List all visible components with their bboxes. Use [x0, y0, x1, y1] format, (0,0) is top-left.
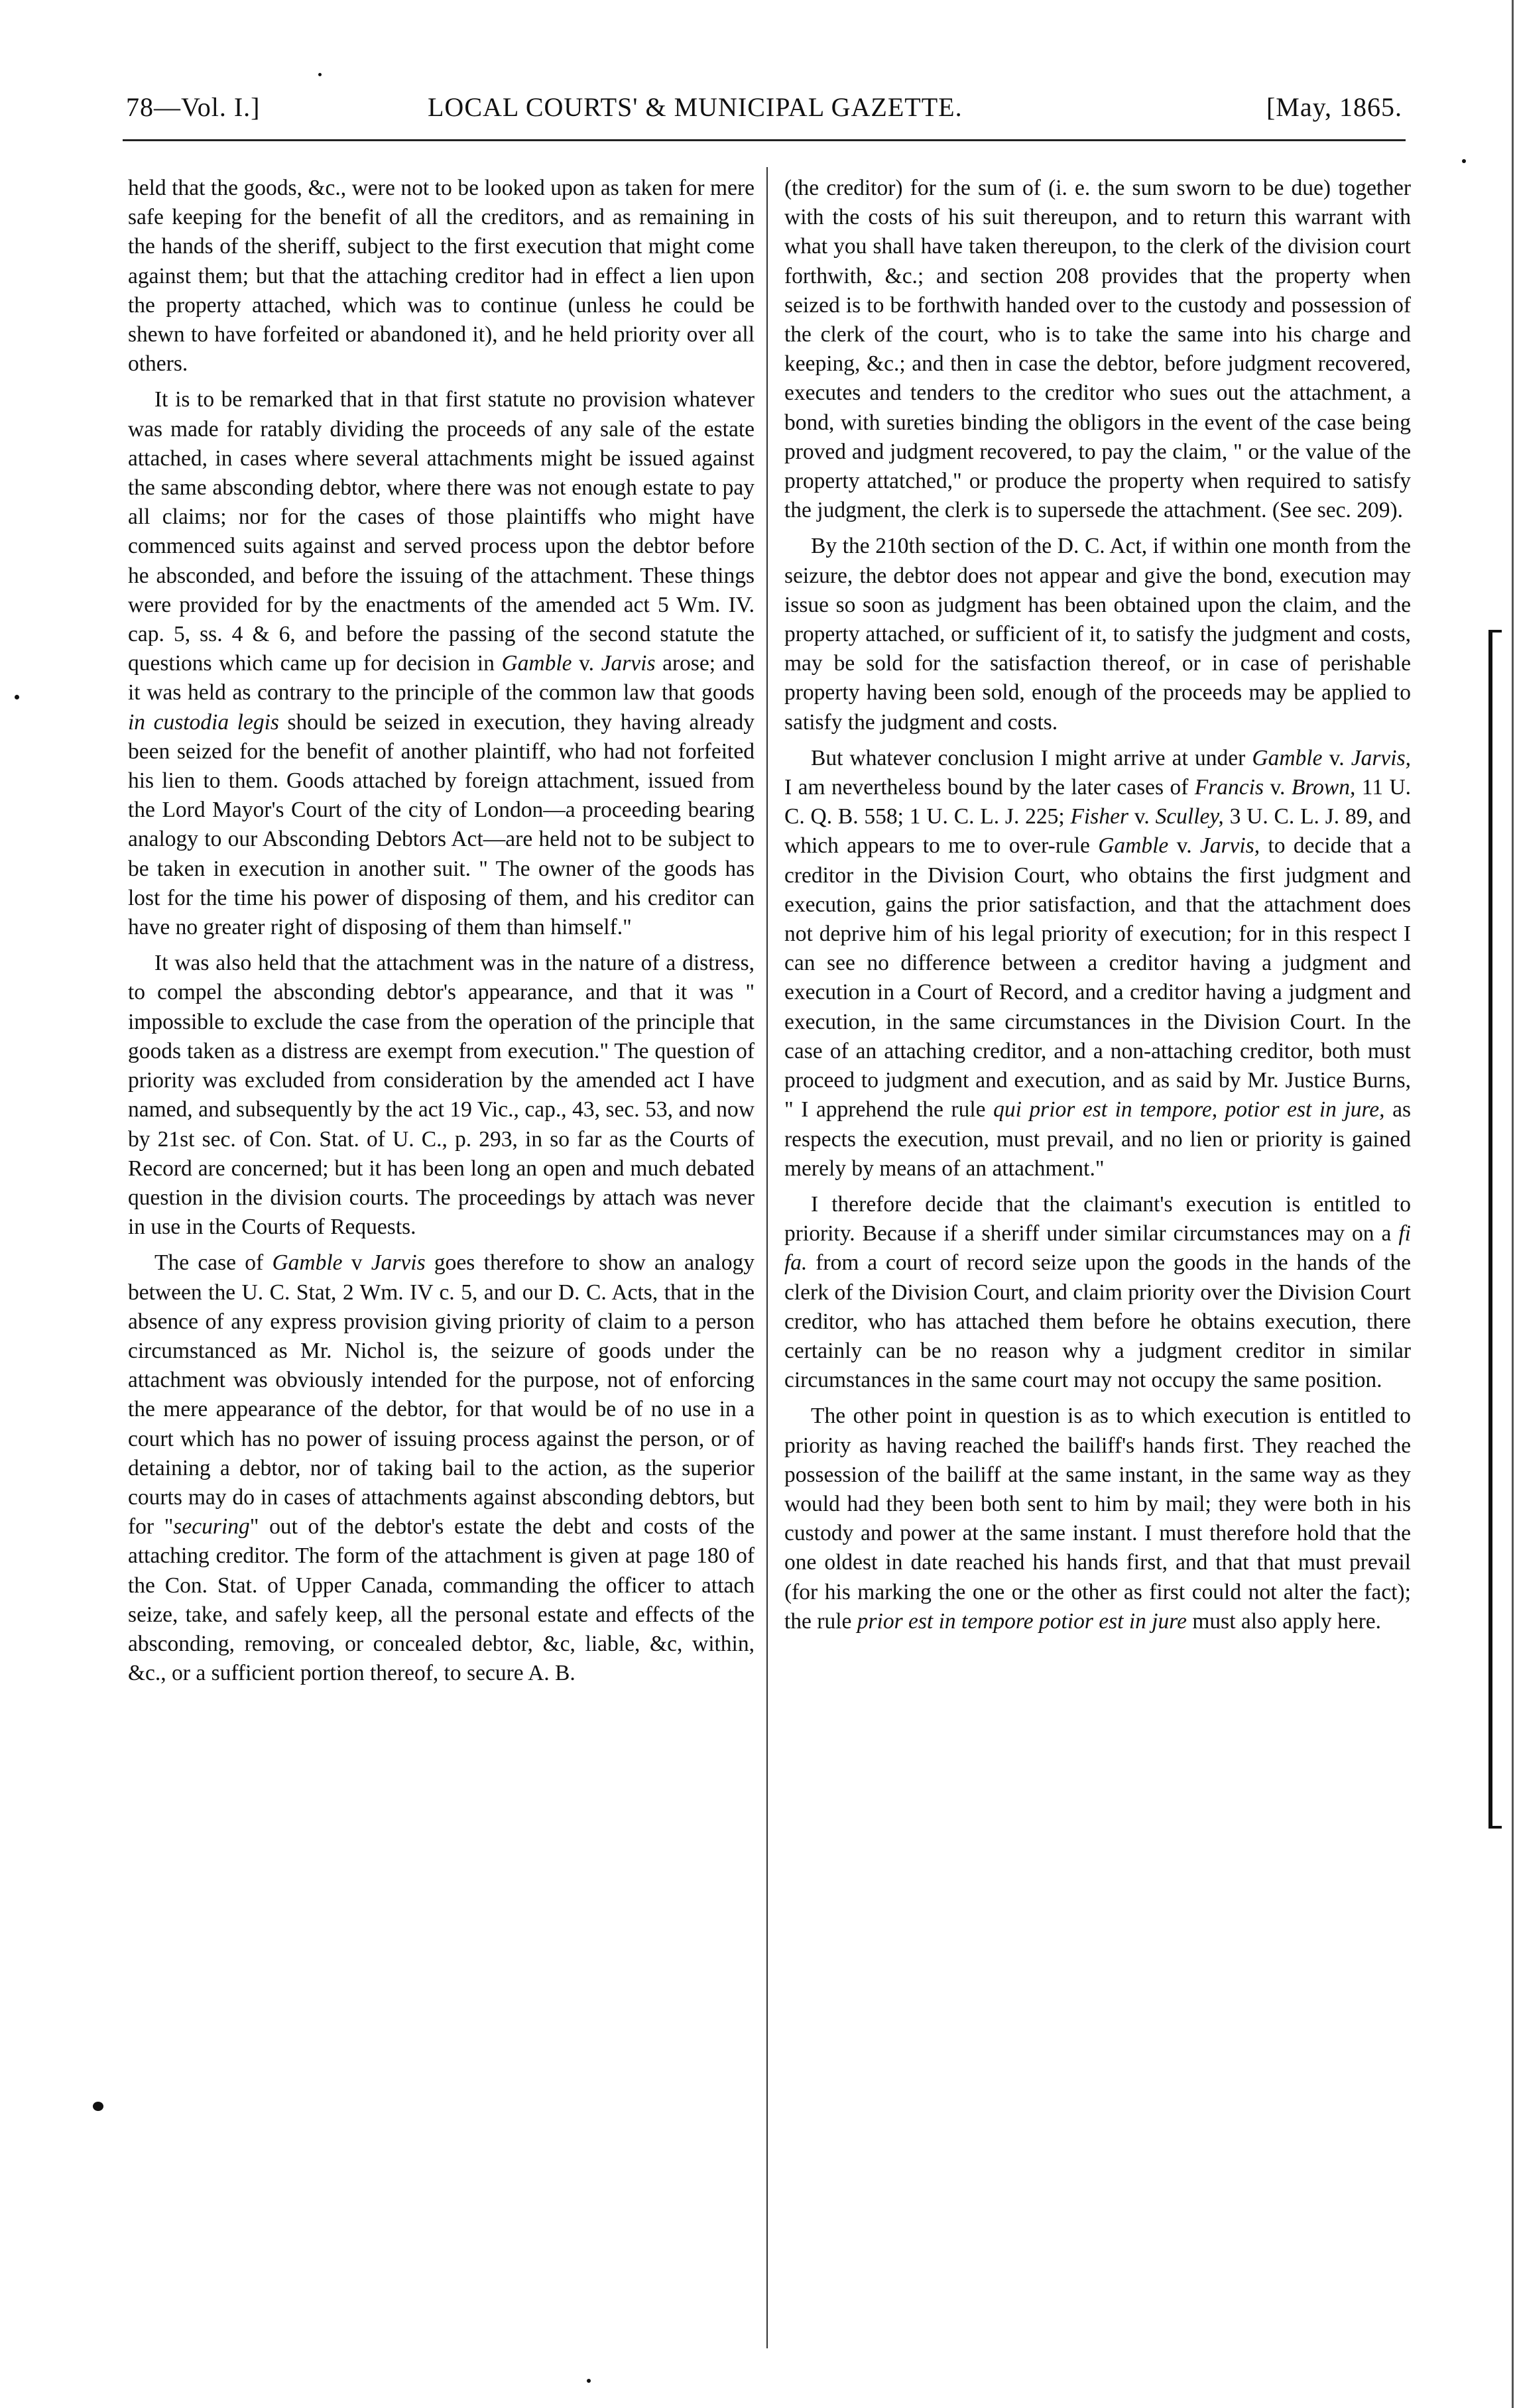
issue-date: [May, 1865.	[1266, 92, 1402, 122]
ink-speck	[93, 2102, 103, 2111]
paragraph: But whatever conclusion I might arrive at under Gamble v. Jarvis, I am nevertheless bound by the later cases of Francis v. Brown, 11 U. C. Q. B. 558; 1 U. C. L. J. 225; Fisher v. Sculley, 3 U. C. L. J. 89, and which appears to me to over-rule Gamble v. Jarvis, to decide that a creditor in the Division Court, who obtains the first judgment and execution, gains the prior satisfaction, and that the attachment does not deprive him of his legal priority of execution; for in this respect I can see no difference between a creditor having a judgment and execution in a Court of Record, and a creditor having a judgment and execution, in the same circumstances in the Division Court. In the case of an attaching creditor, and a non-attaching creditor, both must proceed to judgment and execution, and as said by Mr. Justice Burns, " I apprehend the rule qui prior est in tempore, potior est in jure, as respects the execution, must prevail, and no lien or priority is gained merely by means of an attachment."	[784, 745, 1412, 1181]
paragraph: The case of Gamble v Jarvis goes therefore to show an analogy between the U. C. Stat, 2 Wm. IV c. 5, and our D. C. Acts, that in the absence of any express provision giving priority of claim to a person circumstanced as Mr. Nichol is, the seizure of goods under the attachment was obviously intended for the purpose, not of enforcing the mere appearance of the debtor, for that would be of no use in a court which has no power of issuing process against the person, or of detaining a debtor, nor of taking bail to the action, as the superior courts may do in cases of attachments against absconding debtors, but for "securing" out of the debtor's estate the debt and costs of the attaching creditor. The form of the attachment is given at page 180 of the Con. Stat. of Upper Canada, commanding the officer to attach seize, take, and safely keep, all the personal estate and effects of the absconding, removing, or concealed debtor, &c, liable, &c, within, &c., or a sufficient portion thereof, to secure A. B.	[128, 1250, 755, 1686]
paragraph: By the 210th section of the D. C. Act, if within one month from the seizure, the debtor does not appear and give the bond, execution may issue so soon as judgment has been obtained upon the claim, and the property attached, or sufficient of it, to satisfy the judgment and costs, may be sold for the satisfaction thereof, or in case of perishable property having been sold, enough of the proceeds may be applied to satisfy the judgment and costs.	[784, 534, 1411, 735]
paragraph: I therefore decide that the claimant's execution is entitled to priority. Because if a sheriff under similar circumstances may on a fi fa. from a court of record seize upon the goods in the hands of the clerk of the Division Court, and claim priority over the Division Court creditor, who has attached them before he obtains execution, there certainly can be no reason why a judgment creditor in similar circumstances in the same court may not occupy the same position.	[784, 1191, 1412, 1393]
ink-speck	[1462, 159, 1466, 163]
header-rule	[123, 139, 1406, 141]
running-header	[126, 91, 1402, 131]
ink-speck	[587, 2379, 591, 2383]
paragraph: It is to be remarked that in that first statute no provision whatever was made for ratably dividing the proceeds of any sale of the estate attached, in cases where several attachments might be issued against the same absconding debtor, where there was not enough estate to pay all claims; nor for the cases of those plaintiffs who might have commenced suits against and served process upon the debtor before he absconded, and before the issuing of the attachment. These things were provided for by the enactments of the amended act 5 Wm. IV. cap. 5, ss. 4 & 6, and before the passing of the second statute the questions which came up for decision in Gamble v. Jarvis arose; and it was held as contrary to the principle of the common law that goods in custodia legis should be seized in execution, they having already been seized for the benefit of another plaintiff, who had not forfeited his lien to them. Goods attached by foreign attachment, issued from the Lord Mayor's Court of the city of London—a proceeding bearing analogy to our Absconding Debtors Act—are held not to be subject to be taken in execution in another suit. " The owner of the goods has lost for the time his power of disposing of them, and his creditor can have no greater right of disposing of them than himself."	[128, 387, 755, 940]
page-edge	[1512, 0, 1514, 2408]
paragraph: The other point in question is as to which execution is entitled to priority as having reached the bailiff's hands first. They reached the possession of the bailiff at the same instant, in the same way as they would had they been both sent to him by mail; they were both in his custody and power at the same instant. I must therefore hold that the one oldest in date reached his hands first, and that that must prevail (for his marking the one or the other as first could not alter the fact); the rule prior est in tempore potior est in jure must also apply here.	[784, 1404, 1411, 1634]
left-column	[128, 174, 755, 1695]
page-volume-label: 78—Vol. I.]	[126, 92, 261, 122]
paragraph: It was also held that the attachment was in the nature of a distress, to compel the absconding debtor's appearance, and that it was " impossible to exclude the case from the operation of the principle that goods taken as a distress are exempt from execution." The question of priority was excluded from consideration by the amended act I have named, and subsequently by the act 19 Vic., cap., 43, sec. 53, and now by 21st sec. of Con. Stat. of U. C., p. 293, in so far as the Courts of Record are concerned; but it has been long an open and much debated question in the division courts. The proceedings by attach was never in use in the Courts of Requests.	[128, 951, 755, 1240]
paragraph: (the creditor) for the sum of (i. e. the sum sworn to be due) together with the costs of his suit thereupon, and to return this warrant with what you shall have taken thereupon, to the clerk of the division court forthwith, &c.; and section 208 provides that the property when seized is to be forthwith handed over to the custody and possession of the clerk of the court, who is to take the same into his charge and keeping, &c.; and then in case the debtor, before judgment recovered, executes and tenders to the creditor who sues out the attachment, a bond, with sureties binding the obligors in the event of the case being proved and judgment recovered, to pay the claim, " or the value of the property attatched," or produce the property when required to satisfy the judgment, the clerk is to supersede the attachment. (See sec. 209).	[784, 176, 1411, 523]
right-column	[784, 174, 1411, 1643]
ink-speck	[318, 73, 322, 76]
publication-title: LOCAL COURTS' & MUNICIPAL GAZETTE.	[428, 92, 963, 122]
margin-bracket	[1488, 630, 1502, 1829]
paragraph: held that the goods, &c., were not to be looked upon as taken for mere safe keeping for the benefit of all the creditors, and as remaining in the hands of the sheriff, subject to the first execution that might come against them; but that the attaching creditor had in effect a lien upon the property attached, which was to continue (unless he could be shewn to have forfeited or abandoned it), and he held priority over all others.	[128, 176, 755, 377]
column-divider	[766, 167, 768, 2348]
ink-speck	[15, 695, 19, 699]
